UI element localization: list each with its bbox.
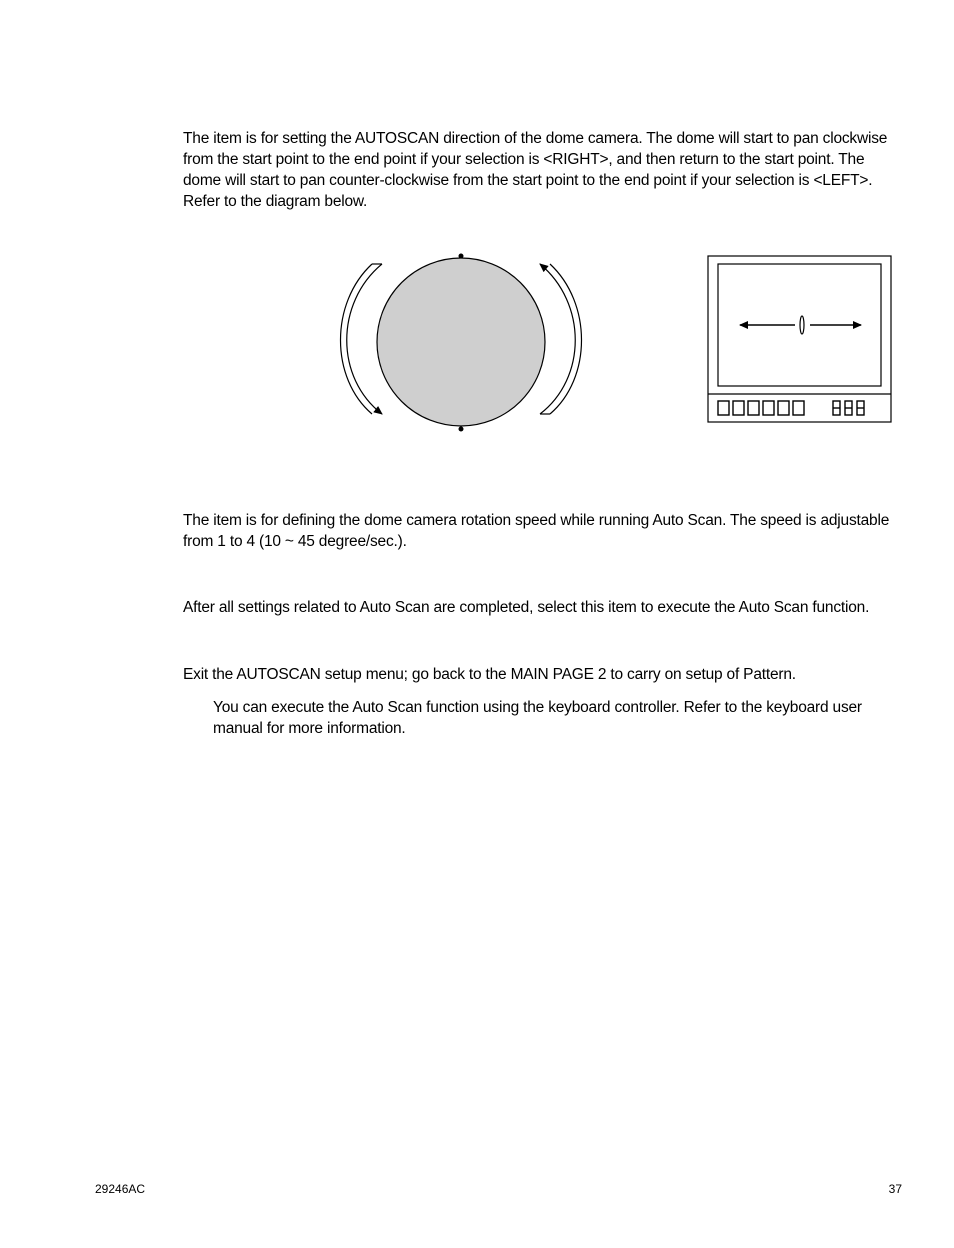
autoscan-exit-description: Exit the AUTOSCAN setup menu; go back to the MAIN PAGE 2 to carry on setup of Pattern. xyxy=(183,666,796,683)
autoscan-direction-description: The item is for setting the AUTOSCAN direction of the dome camera. The dome will start to pan clockwise from the start point to the end point if your selection is <RIGHT>, and then return to the start point. The dome will start to pan counter-clockwise from the start point to the end point if your selection is <LEFT>. Refer to the diagram below. xyxy=(183,130,888,210)
footer-page-number: 37 xyxy=(888,1182,902,1196)
dome-start-point-marker xyxy=(459,254,464,259)
left-pan-arrow-icon xyxy=(341,264,383,414)
monitor-display-icon xyxy=(708,256,891,422)
autoscan-keyboard-note: You can execute the Auto Scan function using the keyboard controller. Refer to the keyboard user manual for more information. xyxy=(213,699,862,737)
right-pan-arrow-icon xyxy=(540,264,582,414)
footer-doc-number: 29246AC xyxy=(95,1182,146,1196)
dome-top-view xyxy=(377,254,545,432)
autoscan-speed-description: The item is for defining the dome camera rotation speed while running Auto Scan. The speed is adjustable from 1 to 4 (10 ~ 45 degree/sec.). xyxy=(183,512,890,550)
autoscan-run-description: After all settings related to Auto Scan are completed, select this item to execute the Auto Scan function. xyxy=(183,599,870,616)
screen-center-marker xyxy=(800,316,804,334)
autoscan-diagram-svg xyxy=(330,248,896,438)
dome-end-point-marker xyxy=(459,427,464,432)
autoscan-direction-diagram xyxy=(330,248,896,438)
dome-circle xyxy=(377,258,545,426)
